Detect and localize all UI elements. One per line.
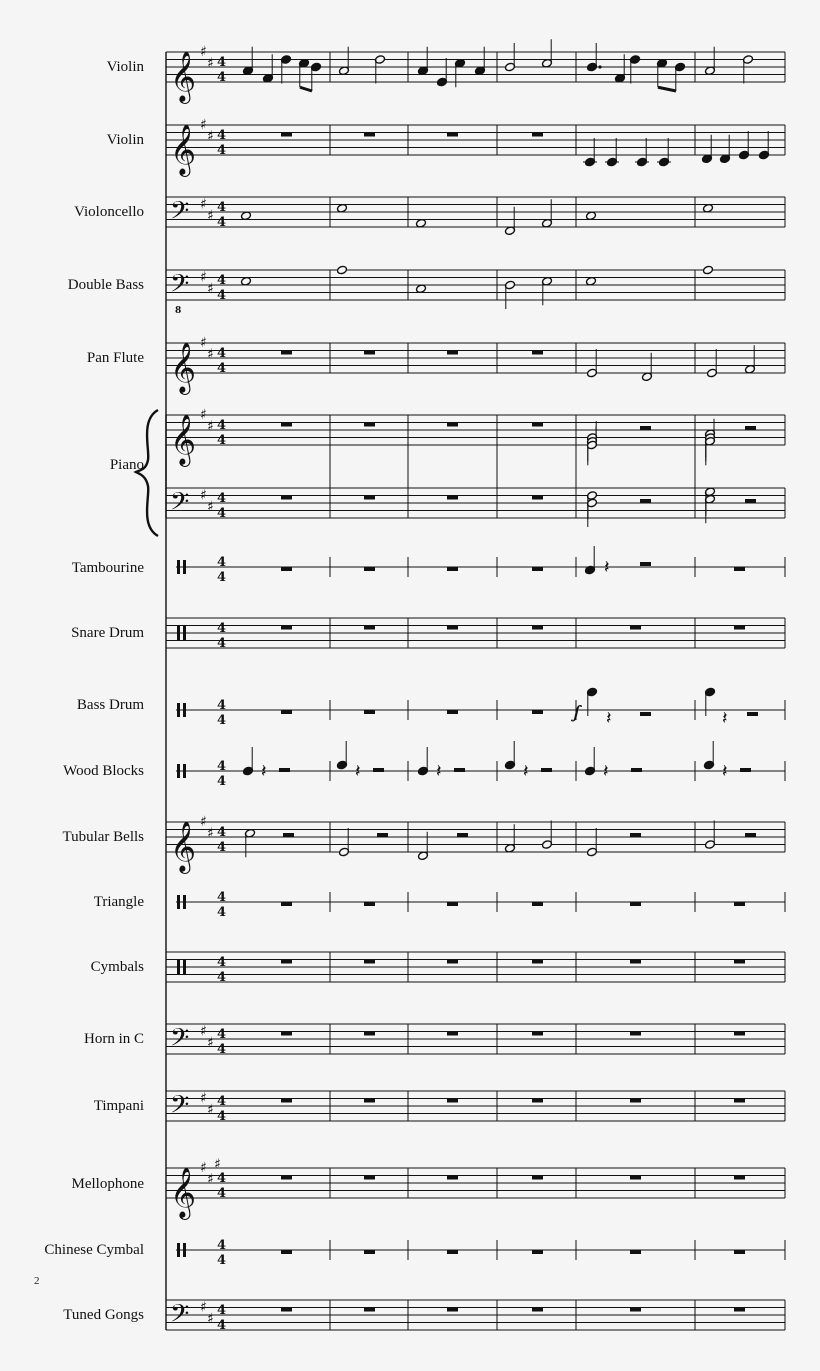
quarter-rest: 𝄽 [436,761,442,782]
half-rest [541,768,552,772]
time-signature-top: 4 [217,200,227,215]
whole-rest [532,902,543,906]
whole-rest [630,1250,641,1254]
whole-rest [281,1250,292,1254]
time-signature-top: 4 [217,128,227,143]
time-signature-bottom: 4 [217,1253,227,1268]
half-rest [630,833,641,837]
treble-clef-icon: 𝄞 [170,51,197,102]
staff-label-piano: Piano [109,457,144,473]
whole-rest [281,351,292,355]
half-rest [640,712,651,716]
time-signature-bottom: 4 [217,570,227,585]
whole-rest [364,351,375,355]
whole-rest [447,1250,458,1254]
whole-rest [447,1032,458,1036]
whole-rest [364,960,375,964]
whole-rest [364,1308,375,1312]
percussion-clef-icon [183,895,186,909]
whole-rest [630,1176,641,1180]
time-signature-bottom: 4 [217,1186,227,1201]
time-signature-top: 4 [217,890,227,905]
percussion-clef-icon [177,560,180,574]
whole-rest [734,626,745,630]
percussion-clef-icon [183,1243,186,1257]
time-signature-bottom: 4 [217,506,227,521]
whole-rest [447,496,458,500]
sharp-icon: ♯ [207,1171,214,1188]
half-rest [747,712,758,716]
note-head [703,265,714,275]
quarter-rest: 𝄽 [722,761,728,782]
percussion-clef-icon [183,560,186,574]
whole-rest [532,1250,543,1254]
whole-rest [630,1099,641,1103]
time-signature-top: 4 [217,759,227,774]
whole-rest [734,902,745,906]
whole-rest [734,1176,745,1180]
sharp-icon: ♯ [200,269,207,286]
page-number: 2 [34,1275,40,1287]
time-signature-top: 4 [217,698,227,713]
sharp-icon: ♯ [207,207,214,224]
time-signature-top: 4 [217,1303,227,1318]
whole-rest [630,1032,641,1036]
whole-rest [364,496,375,500]
staff-label-tuned-gongs: Tuned Gongs [63,1307,144,1323]
whole-rest [447,626,458,630]
time-signature-bottom: 4 [217,433,227,448]
half-rest [740,768,751,772]
time-signature-bottom: 4 [217,361,227,376]
staff-label-wood-blocks: Wood Blocks [63,763,144,779]
whole-rest [281,1176,292,1180]
sharp-icon: ♯ [200,814,207,830]
percussion-clef-icon [177,895,180,909]
time-signature-top: 4 [217,621,227,636]
sharp-icon: ♯ [207,825,214,842]
sharp-icon: ♯ [200,196,207,213]
staff-label-chinese-cymbal: Chinese Cymbal [44,1242,144,1258]
whole-rest [447,710,458,714]
time-signature-bottom: 4 [217,1042,227,1057]
time-signature-bottom: 4 [217,774,227,789]
time-signature-top: 4 [217,1027,227,1042]
dot [598,65,601,68]
whole-rest [281,1032,292,1036]
time-signature-top: 4 [217,1171,227,1186]
time-signature-bottom: 4 [217,840,227,855]
treble-clef-icon: 𝄞 [170,1167,197,1218]
whole-rest [281,960,292,964]
time-signature-bottom: 4 [217,1109,227,1124]
whole-rest [281,626,292,630]
time-signature-top: 4 [217,491,227,506]
whole-rest [532,567,543,571]
beam [300,87,312,91]
whole-rest [281,567,292,571]
quarter-rest: 𝄽 [603,761,609,782]
sharp-icon: ♯ [207,128,214,145]
half-rest [457,833,468,837]
staff-label-cymbals: Cymbals [90,959,144,975]
bass-clef-icon: 𝄢 [170,487,190,523]
half-rest [283,833,294,837]
whole-rest [364,626,375,630]
whole-rest [364,902,375,906]
percussion-clef-icon [177,703,180,717]
whole-rest [281,1099,292,1103]
treble-clef-icon: 𝄞 [170,342,197,393]
whole-rest [364,710,375,714]
whole-rest [630,1308,641,1312]
whole-rest [447,351,458,355]
bass-clef-icon: 𝄢 [170,1299,190,1335]
bass-clef-icon: 𝄢 [170,196,190,232]
whole-rest [734,1250,745,1254]
whole-rest [734,567,745,571]
half-rest [745,499,756,503]
whole-rest [630,626,641,630]
whole-rest [364,567,375,571]
time-signature-bottom: 4 [217,288,227,303]
half-rest [279,768,290,772]
time-signature-bottom: 4 [217,905,227,920]
time-signature-top: 4 [217,555,227,570]
half-rest [745,426,756,430]
whole-rest [532,496,543,500]
whole-rest [447,1176,458,1180]
staff-label-pan-flute: Pan Flute [86,350,144,366]
whole-rest [364,1032,375,1036]
whole-rest [630,960,641,964]
percussion-clef-icon [177,1243,180,1257]
quarter-rest: 𝄽 [604,557,610,578]
ottava-bassa-mark: 8 [175,306,182,316]
beam [658,87,676,91]
quarter-rest: 𝄽 [606,708,612,729]
treble-clef-icon: 𝄞 [170,124,197,175]
whole-rest [447,1308,458,1312]
whole-rest [447,960,458,964]
bass-clef-icon: 𝄢 [170,1023,190,1059]
sharp-icon: ♯ [200,1160,207,1176]
whole-rest [281,496,292,500]
whole-rest [447,423,458,427]
half-rest [377,833,388,837]
quarter-rest: 𝄽 [261,761,267,782]
time-signature-bottom: 4 [217,970,227,985]
whole-rest [532,1308,543,1312]
staff-label-horn-in-c: Horn in C [84,1031,144,1047]
sharp-icon: ♯ [207,498,214,515]
staff-label-triangle: Triangle [93,894,144,910]
treble-clef-icon: 𝄞 [170,821,197,872]
whole-rest [532,1176,543,1180]
sharp-icon: ♯ [207,55,214,72]
whole-rest [364,133,375,137]
quarter-rest: 𝄽 [355,761,361,782]
whole-rest [281,423,292,427]
treble-clef-icon: 𝄞 [170,414,197,465]
time-signature-bottom: 4 [217,215,227,230]
staff-label-tambourine: Tambourine [71,560,144,576]
half-rest [373,768,384,772]
percussion-clef-icon [183,626,186,640]
sharp-icon: ♯ [207,346,214,363]
half-rest [745,833,756,837]
time-signature-bottom: 4 [217,1318,227,1333]
time-signature-top: 4 [217,825,227,840]
percussion-clef-icon [183,764,186,778]
time-signature-top: 4 [217,1094,227,1109]
half-rest [640,426,651,430]
time-signature-top: 4 [217,1238,227,1253]
bass-clef-icon: 𝄢 [170,269,190,305]
sharp-icon: ♯ [200,44,207,60]
whole-rest [364,1099,375,1103]
sharp-icon: ♯ [214,1156,221,1173]
quarter-rest: 𝄽 [722,708,728,729]
staff-label-bass-drum: Bass Drum [76,697,144,713]
sharp-icon: ♯ [207,1034,214,1051]
time-signature-bottom: 4 [217,636,227,651]
sharp-icon: ♯ [200,407,207,423]
whole-rest [532,626,543,630]
sharp-icon: ♯ [200,1299,207,1316]
time-signature-top: 4 [217,955,227,970]
percussion-clef-icon [183,703,186,717]
time-signature-top: 4 [217,55,227,70]
whole-rest [734,960,745,964]
half-rest [454,768,465,772]
time-signature-top: 4 [217,418,227,433]
piano-brace [136,410,158,536]
time-signature-bottom: 4 [217,713,227,728]
whole-rest [532,1099,543,1103]
percussion-clef-icon [177,960,180,974]
whole-rest [532,1032,543,1036]
whole-rest [364,423,375,427]
half-rest [640,562,651,566]
whole-rest [532,423,543,427]
whole-rest [281,710,292,714]
whole-rest [734,1099,745,1103]
percussion-clef-icon [177,626,180,640]
whole-rest [734,1308,745,1312]
whole-rest [630,902,641,906]
note-head [337,265,348,275]
whole-rest [364,1176,375,1180]
percussion-clef-icon [183,960,186,974]
staff-label-violoncello: Violoncello [74,204,144,220]
sharp-icon: ♯ [200,1023,207,1040]
staff-label-tubular-bells: Tubular Bells [62,829,144,845]
sharp-icon: ♯ [207,1310,214,1327]
whole-rest [532,710,543,714]
whole-rest [447,133,458,137]
whole-rest [447,902,458,906]
staff-label-violin-1: Violin [106,59,144,75]
dynamic-forte: 𝆑 [574,702,580,723]
time-signature-top: 4 [217,346,227,361]
whole-rest [281,902,292,906]
half-rest [631,768,642,772]
time-signature-bottom: 4 [217,70,227,85]
staff-label-mellophone: Mellophone [71,1176,144,1192]
whole-rest [281,133,292,137]
whole-rest [532,960,543,964]
sharp-icon: ♯ [200,335,207,351]
whole-rest [447,1099,458,1103]
whole-rest [364,1250,375,1254]
staff-label-timpani: Timpani [93,1098,144,1114]
sharp-icon: ♯ [200,117,207,133]
quarter-rest: 𝄽 [523,761,529,782]
time-signature-bottom: 4 [217,143,227,158]
percussion-clef-icon [177,764,180,778]
time-signature-top: 4 [217,273,227,288]
whole-rest [281,1308,292,1312]
half-rest [640,499,651,503]
sharp-icon: ♯ [200,1090,207,1107]
sharp-icon: ♯ [200,487,207,504]
staff-label-double-bass: Double Bass [67,277,144,293]
whole-rest [734,1032,745,1036]
sharp-icon: ♯ [207,418,214,435]
sharp-icon: ♯ [207,280,214,297]
staff-label-violin-2: Violin [106,132,144,148]
sharp-icon: ♯ [207,1101,214,1118]
bass-clef-icon: 𝄢 [170,1090,190,1126]
whole-rest [532,133,543,137]
whole-rest [447,567,458,571]
whole-rest [532,351,543,355]
staff-label-snare-drum: Snare Drum [71,625,144,641]
